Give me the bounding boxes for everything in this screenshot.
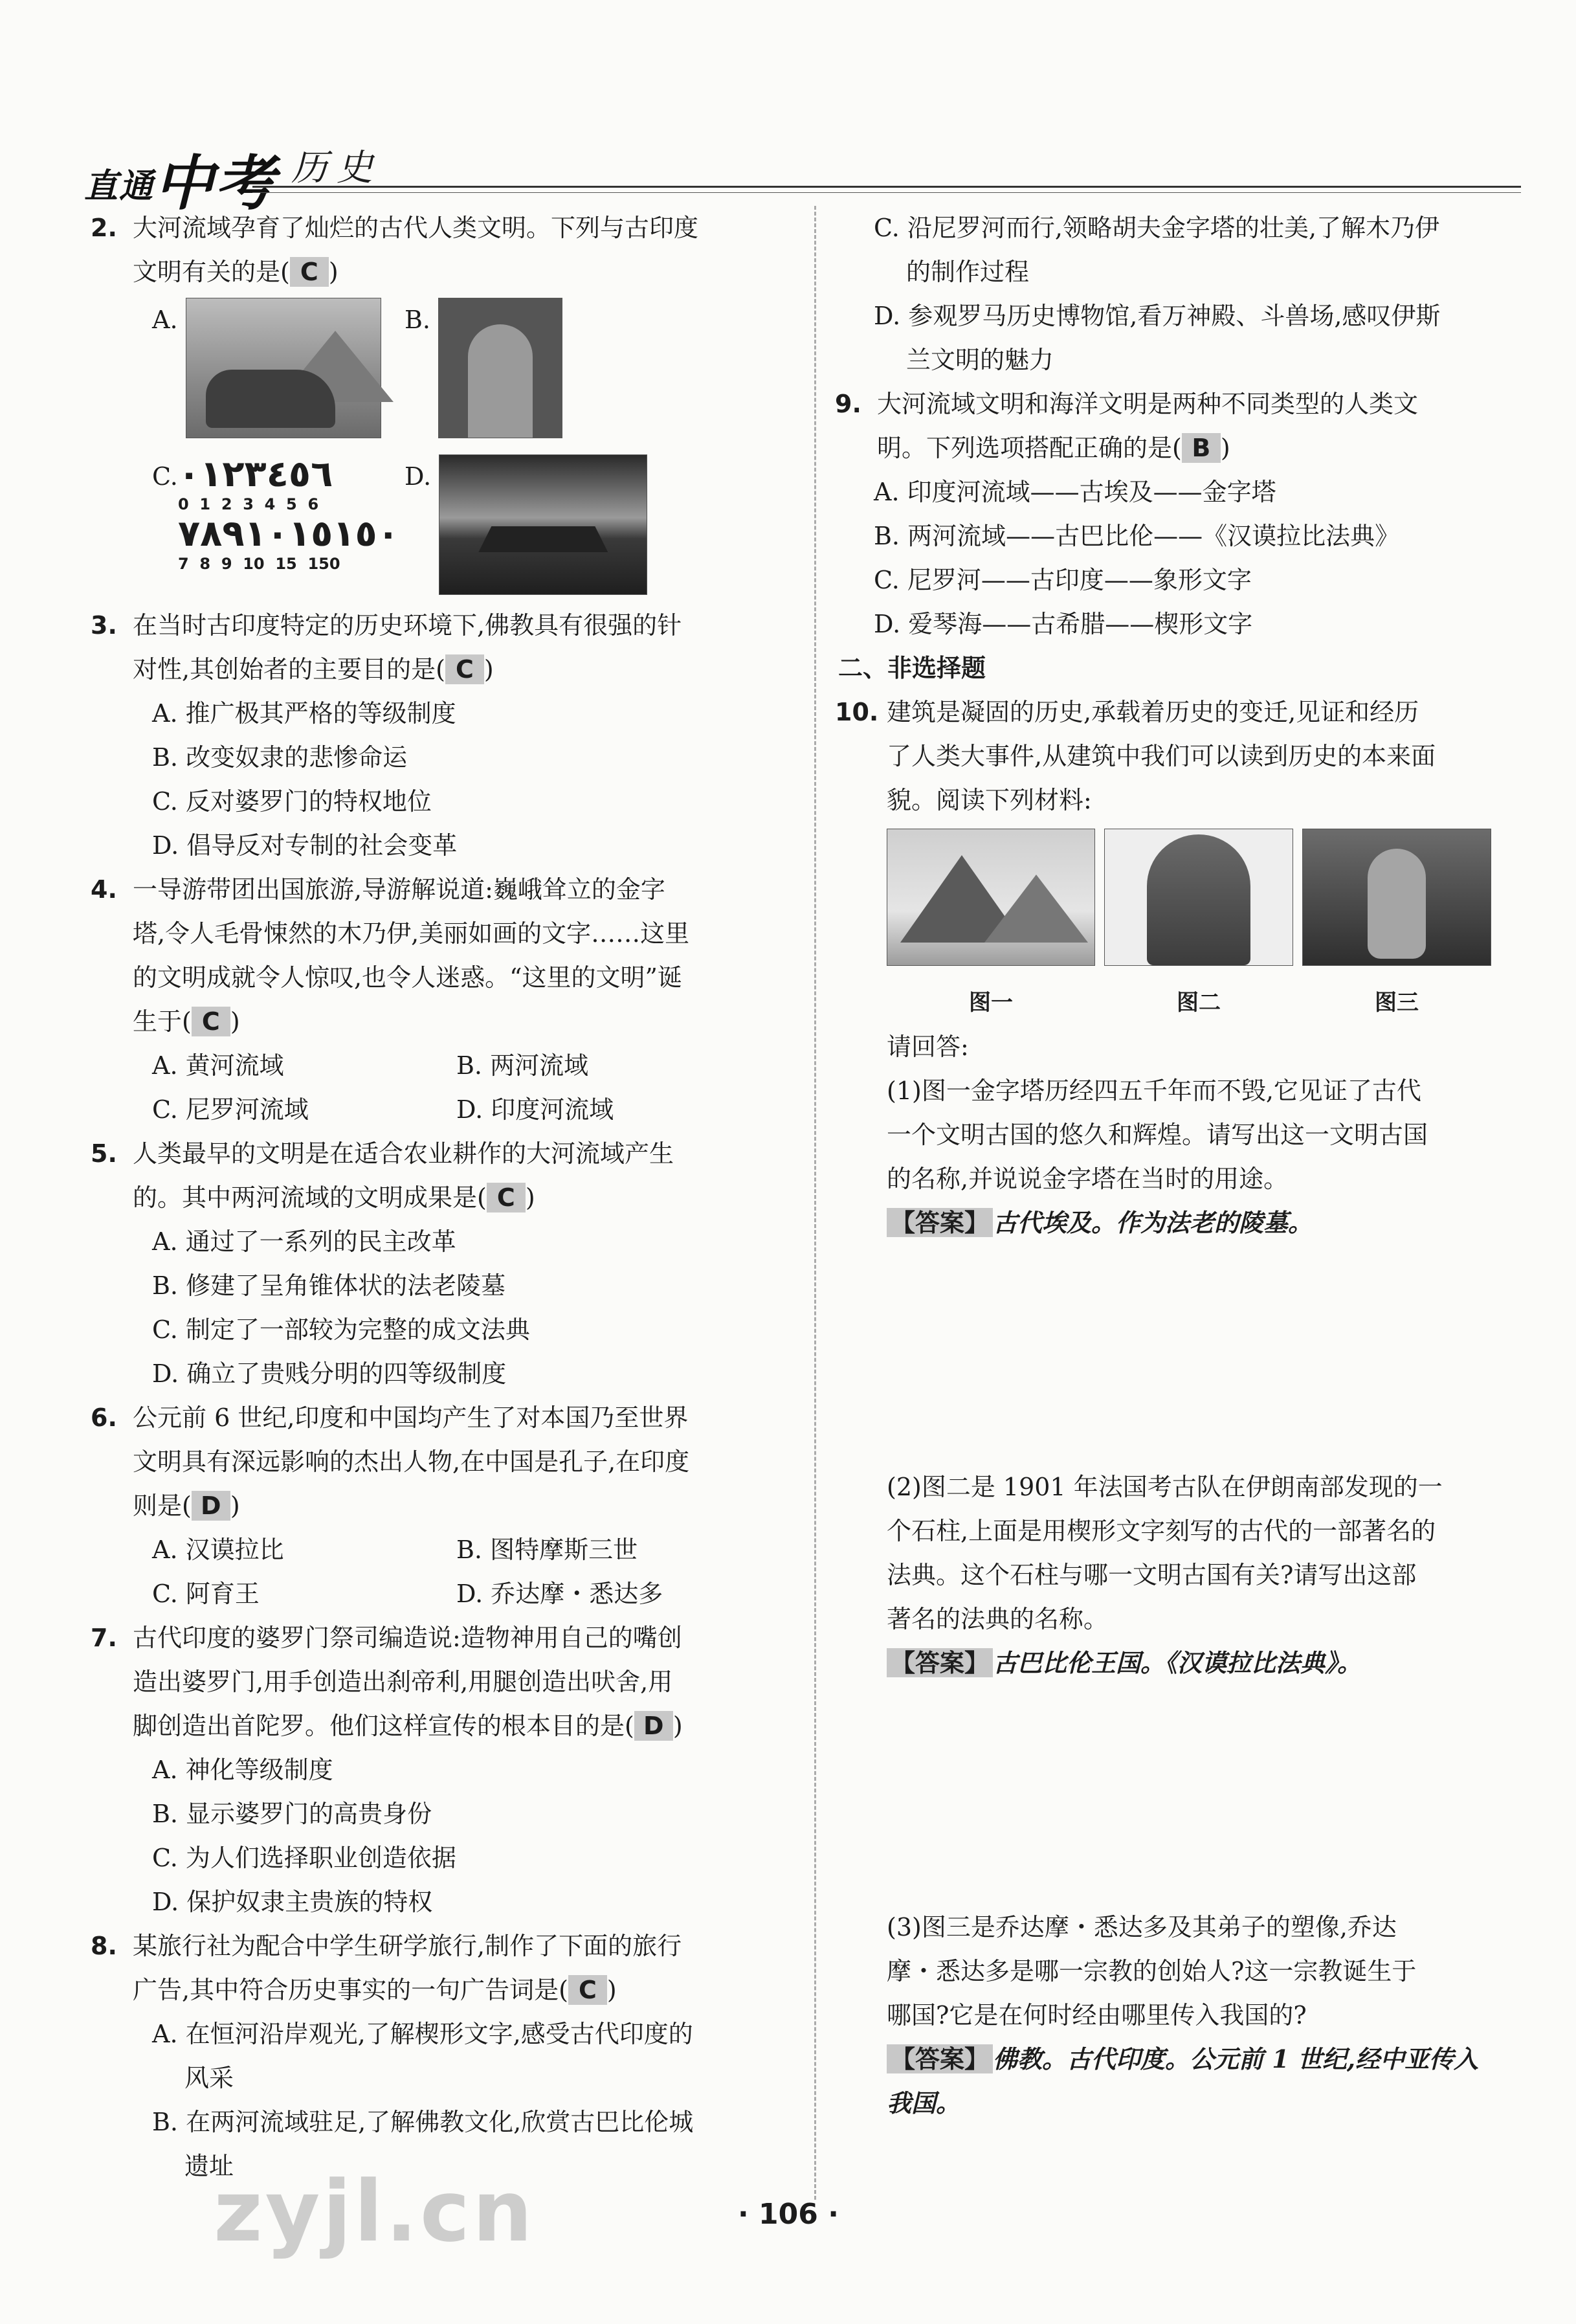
figure-row (887, 829, 1524, 1025)
figure-2: 图二 (1104, 829, 1293, 1025)
answer-2: 【答案】 古巴比伦王国。《汉谟拉比法典》。 (887, 1641, 1524, 1685)
answer-badge: C (568, 1975, 607, 2005)
answer-space (838, 1685, 1524, 1905)
right-column (835, 206, 1524, 2125)
answer-badge: B (1182, 433, 1221, 463)
question-10: 10. 建筑是凝固的历史,承载着历史的变迁,见证和经历 了人类大事件,从建筑中我们可以读到历史的本来面 貌。阅读下列材料: 图一 图二 图三 请回答: (1)图一金字塔历经四五千年而不毁,它见证了古代 一个文明古国的悠久和辉煌。请写出这一文明古国 的名称,并说说金字塔在当时的用途。 【答案】 古代埃及。作为法老的陵墓。 (2)图二是 1901 年法国考古队在伊朗南部发现的一 个石柱,上面是用楔形文字刻写的古代的一部著名的 法典。这个石柱与哪一文明古国有关?请写出这部 著名的法典的名称。 【答案】 古巴比伦王国。《汉谟拉比法典》。 (3)图三是乔达摩・悉达多及其弟子的塑像,乔达 摩・悉达多是哪一宗教的创始人?这一宗教诞生于 哪国?它是在何时经由哪里传入我国的? 【答案】 佛教。古代印度。公元前 1 世纪,经中亚传入 我国。 (838, 690, 1524, 2125)
watermark: zyjl.cn (214, 2162, 535, 2261)
answer-badge: C (445, 654, 484, 684)
question-8-continued: C. 沿尼罗河而行,领略胡夫金字塔的壮美,了解木乃伊 的制作过程 D. 参观罗马历史博物馆,看万神殿、斗兽场,感叹伊斯 兰文明的魅力 (874, 214, 1441, 374)
subject-title: 历史 (291, 147, 382, 189)
answer-badge: C (192, 1007, 230, 1036)
stele-photo (1104, 829, 1293, 966)
answer-1: 【答案】 古代埃及。作为法老的陵墓。 (887, 1201, 1524, 1245)
question-8: 8. 某旅行社为配合中学生研学旅行,制作了下面的旅行 广告,其中符合历史事实的一句广告词是( C ) A. 在恒河沿岸观光,了解楔形文字,感受古代印度的 风采 B. 在两河流域驻足,了解佛教文化,欣赏古巴比伦城 遗址 (91, 1932, 694, 2180)
header-rule (252, 186, 1521, 188)
figure-1: 图一 (887, 829, 1095, 1025)
figure-3: 图三 (1302, 829, 1491, 1025)
section-heading: 二、非选择题 (838, 654, 986, 682)
question-6: 6. 公元前 6 世纪,印度和中国均产生了对本国乃至世界 文明具有深远影响的杰出人物,在中国是孔子,在印度 则是( D ) A. 汉谟拉比 B. 图特摩斯三世 C. 阿育王 D. 乔达摩・悉达多 (91, 1403, 690, 1608)
answer-badge: C (290, 257, 329, 287)
gate-photo (438, 298, 562, 438)
brand-logo: 直通中考 (84, 149, 276, 218)
column-divider (814, 206, 816, 2200)
answer-badge: C (487, 1183, 526, 1212)
question-7: 7. 古代印度的婆罗门祭司编造说:造物神用自己的嘴创 造出婆罗门,用手创造出刹帝利,用腿创造出吠舍,用 脚创造出首陀罗。他们这样宣传的根本目的是( D ) A. 神化等级制度 B. 显示婆罗门的高贵身份 C. 为人们选择职业创造依据 D. 保护奴隶主贵族的特权 (91, 1624, 683, 1916)
answer-3: 【答案】 佛教。古代印度。公元前 1 世纪,经中亚传入 (887, 2037, 1524, 2081)
left-column (91, 206, 806, 2188)
pyramids-photo (887, 829, 1095, 966)
answer-badge: D (192, 1491, 230, 1521)
sphinx-photo (186, 298, 381, 438)
arabic-numerals-figure: ٠١٢٣٤٥٦ 0 1 2 3 4 5 6 ٧٨٩١٠١٥١٥٠ 7 8 9 10 15 150 (178, 453, 399, 573)
question-5: 5. 人类最早的文明是在适合农业耕作的大河流域产生 的。其中两河流域的文明成果是( C ) A. 通过了一系列的民主改革 B. 修建了呈角锥体状的法老陵墓 C. 制定了一部较为完整的成文法典 D. 确立了贵贱分明的四等级制度 (91, 1139, 674, 1388)
palace-photo (439, 454, 647, 595)
page-header (78, 120, 1521, 218)
question-2: 2. 大河流域孕育了灿烂的古代人类文明。下列与古印度 文明有关的是( C ) A. B. C. ٠١٢٣٤٥٦ 0 1 2 3 4 5 6 ٧٨٩١٠١٥١٥٠ 7 8 9 10 15 150 D. (94, 206, 806, 603)
question-3: 3. 在当时古印度特定的历史环境下,佛教具有很强的针 对性,其创始者的主要目的是( C ) A. 推广极其严格的等级制度 B. 改变奴隶的悲惨命运 C. 反对婆罗门的特权地位 D. 倡导反对专制的社会变革 (91, 611, 682, 860)
answer-badge: D (634, 1711, 673, 1741)
question-9: 9. 大河流域文明和海洋文明是两种不同类型的人类文 明。下列选项搭配正确的是( B ) A. 印度河流域——古埃及——金字塔 B. 两河流域——古巴比伦——《汉谟拉比法典》 C. 尼罗河——古印度——象形文字 D. 爱琴海——古希腊——楔形文字 (835, 390, 1419, 638)
page-number: · 106 · (738, 2198, 839, 2231)
answer-space (838, 1245, 1524, 1465)
buddha-statue-photo (1302, 829, 1491, 966)
header-rule-thin (252, 192, 1521, 193)
question-4: 4. 一导游带团出国旅游,导游解说道:巍峨耸立的金字 塔,令人毛骨悚然的木乃伊,美丽如画的文字……这里 的文明成就令人惊叹,也令人迷惑。“这里的文明”诞 生于( C ) A. 黄河流域 B. 两河流域 C. 尼罗河流域 D. 印度河流域 (91, 875, 690, 1124)
